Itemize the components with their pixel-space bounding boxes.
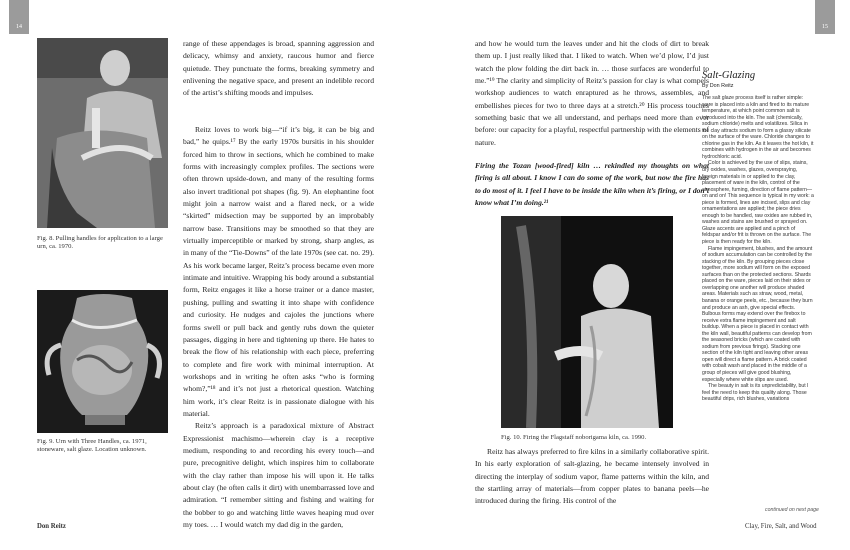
paragraph: and how he would turn the leaves under and hit the clods of dirt to break them up. I just really liked that. I liked to watch. When we’d plow, I’d just watch the plow folding the dirt back in. … those surfaces are wonderful to me.”¹⁹ The clarity and simplicity of Reitz’s passion for clay is what compels workshop audiences to watch enraptured as he throws, assembles, and embellishes pieces for two to three days at a stretch.²⁰ His process touches something basic that we all understand, and perhaps need more than ever before: our capacity for a playful, respectful partnership with the elements of nature. <box>475 39 709 147</box>
right-column-top <box>475 38 709 149</box>
sidebar-paragraph: Color is achieved by the use of slips, stains, dry oxides, washes, glazes, overspraying, foreign materials in or applied to the clay, placement of ware in the kiln, control of the atmosphere, fuming, direction of flame pattern—on and on! This sequence is typical in my work: a piece is formed, lines are incised, slips and clay ornamentations are applied; the piece dries enough to be handled, raw oxides are rubbed in, washes and stains are brushed or sprayed on. Glaze accents are applied and a pinch of feldspar and/or frit is thrown on the surface. The piece is then ready for the kiln. <box>702 160 814 246</box>
left-footer: Don Reitz <box>37 523 66 530</box>
pull-quote <box>475 160 709 209</box>
fig8-caption: Fig. 8. Pulling handles for application to a large urn, ca. 1970. <box>37 235 163 250</box>
sidebar-paragraph: The salt glaze process itself is rather simple: ware is placed into a kiln and fired to its mature temperature, at which point common salt is introduced into the kiln. The salt (chemically, sodium chloride) melts and volatilizes. Silica in the clay attracts sodium to form a glassy silicate on the surface of the ware. Chloride changes to chlorine gas in the kiln. As it leaves the hot kiln, it combines with hydrogen in the air and becomes hydrochloric acid. <box>702 95 814 160</box>
sidebar-title: Salt-Glazing <box>702 70 756 81</box>
kiln-firing-image <box>501 216 673 428</box>
sidebar-author: By Don Reitz <box>702 83 734 89</box>
page-number: 14 <box>16 24 22 30</box>
fig9-caption: Fig. 9. Urn with Three Handles, ca. 1971, stoneware, salt glaze. Location unknown. <box>37 438 147 453</box>
potter-pulling-handles-image <box>37 38 168 228</box>
paragraph: range of these appendages is broad, spanning aggression and delicacy, whimsy and anxiety, raucous humor and fierce quietude. They punctuate the forms, breaking symmetry and enlivening the negative space, and present an indelible record of the artist’s shifting moods and impulses. <box>183 39 374 98</box>
paragraph: Reitz loves to work big—“if it’s big, it can be big and bad,” he quips.¹⁷ By the early 1970s bursitis in his shoulder forced him to throw in sections, which he combined to make forms with increasingly complex profiles. The sections were often thrown upside-down, and many of the resulting forms also invert traditional pot shapes (fig. 9). An elephantine foot might join a narrow waist and a flared neck, or a wide “skirted” midsection may be supported by an improbably narrow base. Transitions may be smoothed so that they are virtually imperceptible or marked by strong, sharp angles, as in many of the “Tie-Downs” of the late 1970s (see cat. no. 29). As his work became larger, Reitz’s process became even more intimate and intuitive. Wrapping his body around a substantial form, Reitz engages it like a horse trainer or a dance master, pushing, pulling and swatting it into shape with confidence and curiosity. He nudges and cajoles the junctions where forms swell or pull back and gently rubs down the quieter passages, digging in here and tightening up there. He hates to break the flow of his relationship with each piece, preferring to complete and fire work with minimal interruption. At workshops and in writing he often asks “who is forming whom?,”¹⁸ and it’s not just a rhetorical question. Watching him work, it’s clear Reitz is in passionate dialogue with his material. <box>183 125 374 418</box>
sidebar-body <box>702 95 814 403</box>
left-column-top <box>183 38 374 100</box>
fig10-photo <box>501 216 673 428</box>
fig8-photo <box>37 38 168 228</box>
page-number: 15 <box>822 24 828 30</box>
right-column-bottom <box>475 446 709 508</box>
fig10-caption: Fig. 10. Firing the Flagstaff noborigama kiln, ca. 1990. <box>501 434 647 441</box>
quote-text: Firing the Tozan [wood-fired] kiln … rekindled my thoughts on what firing is all about. I know I can do some of the work, but now the fire has to do most of it. I feel I have to be inside the kiln when it’s firing, or I don’t know what I’m doing.²¹ <box>475 161 709 208</box>
right-footer: Clay, Fire, Salt, and Wood <box>745 523 817 530</box>
paragraph: Reitz has always preferred to fire kilns in a similarly collaborative spirit. In his early exploration of salt-glazing, he became intensely involved in directing the interplay of sodium vapor, flame patterns within the kiln, and the startling array of materials—from copper plates to banana peels—he introduced during the firing. His control of the <box>475 447 709 506</box>
sidebar-paragraph: The beauty in salt is its unpredictability, but I feel the need to keep this quality along. Those beautiful drips, rich blushes, variations <box>702 383 809 403</box>
urn-image <box>37 290 168 433</box>
continued-note: continued on next page <box>765 507 819 513</box>
salt-glazing-sidebar <box>702 70 814 403</box>
paragraph: Reitz’s approach is a paradoxical mixture of Abstract Expressionist machismo—wherein clay is a receptive medium, responding to and recording his every touch—and pure, precognitive delight, which inspires him to collaborate with the clay rather than impose his will upon it. He talks about clay (he often calls it dirt) with unembarrassed love and admiration. “I remember sitting and fishing and waiting for the bobber to go and watching little waves heaping mud over my toes. … I would watch my dad dig in the garden, <box>183 421 374 529</box>
fig9-photo <box>37 290 168 433</box>
left-column-mid <box>183 124 374 531</box>
sidebar-paragraph: Flame impingement, blushes, and the amount of sodium accumulation can be controlled by the stacking of the kiln. By grouping pieces close together, more sodium will form on the exposed surfaces than on the protected sections. Shards placed on the ware, pieces laid on their sides or overlapping one another will produce shaded areas. Materials such as straw, wood, metal, banana or orange peels, etc., because they burn and produce an ash, give special effects. Bulbous forms may extend over the firebox to receive extra flame impingement and salt buildup. When a piece is placed in contact with the kiln wall, beautiful patterns can develop from the seasoned bricks (which are coated with sodium from previous firings). Stacking one section of the kiln tight and leaving other areas open will direct a flame pattern. A brick coated with cobalt wash and placed in the middle of a group of pieces will give good blushing, especially where white slips are used. <box>702 245 813 383</box>
